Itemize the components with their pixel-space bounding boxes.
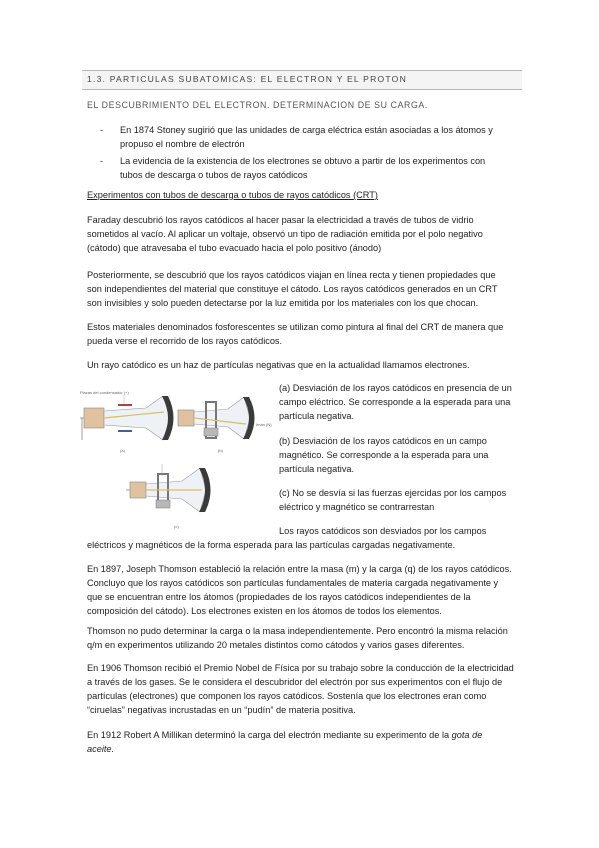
bullet-dash: - [100,156,104,166]
figure-label-c: (c) [174,524,179,529]
figure-label-a: (a) [120,448,125,453]
tube-b-diagram [178,397,272,439]
paragraph-thomson-1897: En 1897, Joseph Thomson estableció la relación entre la masa (m) y la carga (q) de los rayos catódicos. Concluyo que los rayos catódicos son partículas fundamentales de materia cargada negativamente y que se encuentran entre los átomos (propiedades de los rayos catódicos independientes de la composición del cátodo). Los electrones existen en los átomos de todos los elementos. [87,564,512,616]
bullet-dash: - [100,125,104,135]
figure-label-b: (b) [218,448,223,453]
magnet-label: Imán (N) [256,422,272,427]
tube-c-diagram [126,464,211,512]
bullet-text: En 1874 Stoney sugirió que las unidades de carga eléctrica están asociadas a los átomos y propuso el nombre de electrón [120,125,493,149]
caption-electric-field: (a) Desviación de los rayos catódicos en presencia de un campo eléctrico. Se corresponde a la esperada para una partícula negativa. [279,383,512,421]
paragraph-millikan [87,728,497,756]
millikan-text: En 1912 Robert A Millikan determinó la carga del electrón mediante su experimento de la [87,730,450,740]
section-heading: 1.3. PARTICULAS SUBATOMICAS: EL ELECTRON Y EL PROTON [87,74,407,84]
paragraph-deflection-first: Los rayos catódicos son desviados por los campos [279,526,487,536]
tube-a-diagram [80,390,174,440]
millikan-italic: gota de aceite. [87,730,483,754]
bullet-item [100,124,500,151]
paragraph-thomson-nobel: En 1906 Thomson recibió el Premio Nobel de Física por su trabajo sobre la conducción de la electricidad a través de los gases. Se le considera el descubridor del electrón por sus experimentos con el flujo de partículas (electrones) que componen los rayos catódicos. Sostenía que los electrones eran como “ciruelas” negativas incrustadas en un “pudín” de materia positiva. [87,663,514,715]
subsection-title: EL DESCUBRIMIENTO DEL ELECTRON. DETERMINACION DE SU CARGA. [87,100,428,110]
bullet-list [100,124,500,186]
bullet-text: La evidencia de la existencia de los electrones se obtuvo a partir de los experimentos con tubos de descarga o tubos de rayos catódicos [120,156,486,180]
paragraph-properties: Posteriormente, se descubrió que los rayos catódicos viajan en línea recta y tienen propiedades que son independientes del material que constituye el cátodo. Los rayos catódicos generados en un CRT son invisibles y solo pueden detectarse por la luz emitida por los materiales con los que chocan. [87,270,498,308]
plate-label: Placas del condensador (+) [80,390,129,395]
paragraph-faraday: Faraday descubrió los rayos catódicos al hacer pasar la electricidad a través de tubos de vidrio sometidos al vacío. Al aplicar un voltaje, observó un tipo de radiación emitida por el polo negativo (cátodo) que atravesaba el tubo evacuado hacia el polo positivo (ánodo) [87,215,483,253]
paragraph-cathode-ray: Un rayo catódico es un haz de partículas negativas que en la actualidad llamamos electrones. [87,360,470,370]
paragraph-thomson-ratio: Thomson no pudo determinar la carga o la masa independientemente. Pero encontró la misma relación q/m en experimentos utilizando 20 metales distintos como cátodos y varios gases diferentes. [87,626,508,650]
caption-magnetic-field: (b) Desviación de los rayos catódicos en un campo magnético. Se corresponde a la esperada para una partícula negativa. [279,436,489,474]
caption-no-deflection: (c) No se desvía si las fuerzas ejercidas por los campos eléctrico y magnético se contrarrestan [279,488,507,512]
section-heading-box [82,70,522,90]
paragraph-phosphorescent: Estos materiales denominados fosforescentes se utilizan como pintura al final del CRT de manera que pueda verse el recorrido de los rayos catódicos. [87,322,504,346]
paragraph-deflection-rest: eléctricos y magnéticos de la forma esperada para las partículas cargadas negativamente. [87,540,456,550]
bullet-item [100,155,500,182]
experiments-title: Experimentos con tubos de descarga o tubos de rayos catódicos (CRT) [87,190,378,200]
crt-deflection-figure [78,382,273,532]
